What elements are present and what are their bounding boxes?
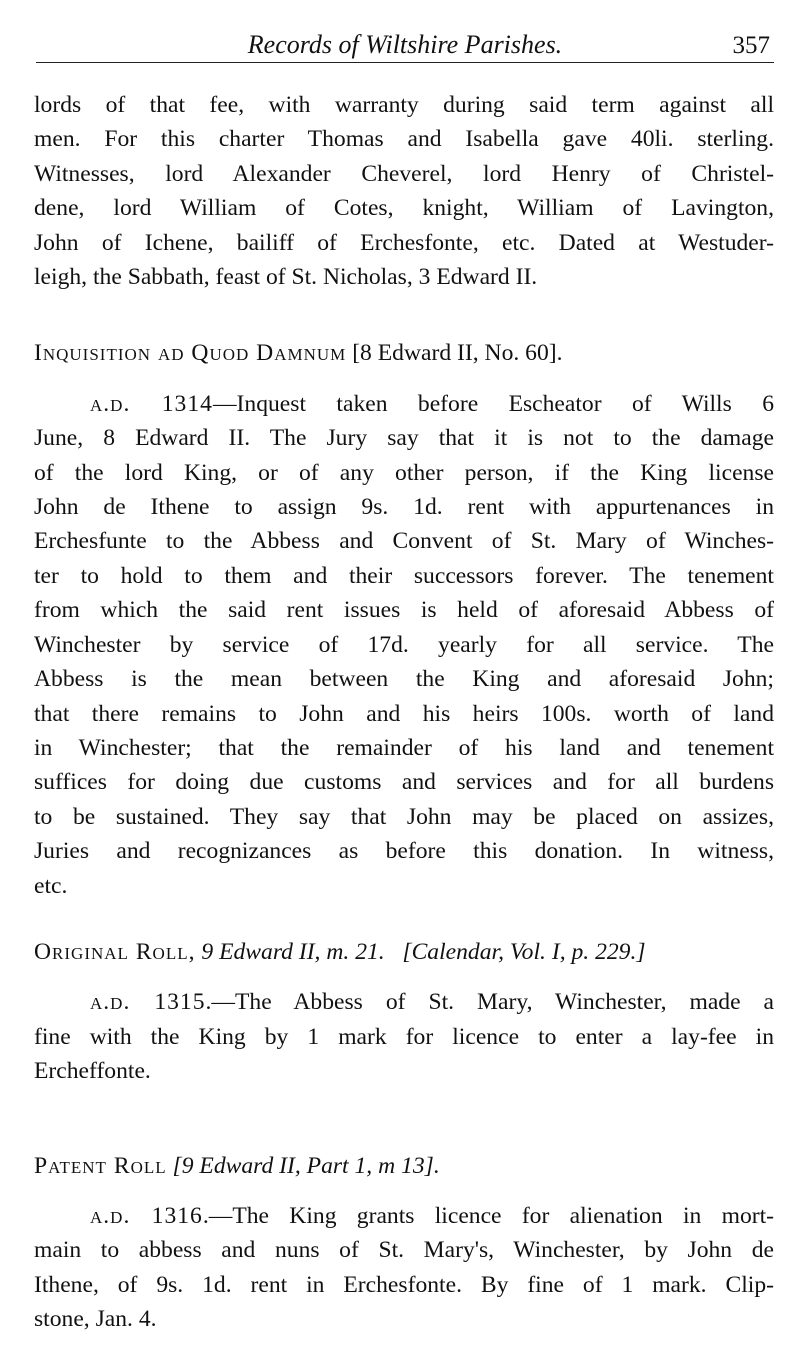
heading-caps: Original Roll,: [34, 938, 196, 965]
text-line: dene, lord William of Cotes, knight, William of Lavington,: [34, 195, 774, 222]
text-line: from which the said rent issues is held of aforesaid Abbess of: [34, 597, 774, 624]
original-roll-paragraph: [34, 985, 774, 1088]
text-line: Witnesses, lord Alexander Cheverel, lord Henry of Christel-: [34, 160, 774, 187]
text-line: of the lord King, or of any other person, if the King license: [34, 459, 774, 486]
text-line: to be sustained. They say that John may be placed on assizes,: [34, 803, 774, 830]
continuation-paragraph: [34, 88, 774, 294]
page-number: 357: [732, 32, 770, 59]
heading-reference: 9 Edward II, m. 21.: [201, 938, 385, 965]
text-line: etc.: [34, 872, 68, 899]
text-line: a.d. 1316.—The King grants licence for alienation in mort-: [90, 1202, 775, 1229]
section-heading-patent-roll: [34, 1149, 774, 1183]
running-head: [36, 28, 774, 63]
date-label: a.d. 1314: [90, 390, 213, 417]
text-line: June, 8 Edward II. The Jury say that it is not to the damage: [34, 425, 774, 452]
text-line: lords of that fee, with warranty during said term against all: [34, 92, 774, 118]
text-line: men. For this charter Thomas and Isabella gave 40li. sterling.: [34, 126, 774, 153]
text-line: John of Ichene, bailiff of Erchesfonte, etc. Dated at Westuder-: [34, 229, 774, 256]
running-title: Records of Wiltshire Parishes.: [247, 30, 563, 59]
text-line: Abbess is the mean between the King and aforesaid John;: [34, 666, 774, 693]
heading-caps: Patent Roll: [34, 1152, 167, 1179]
text-line: Ercheffonte.: [34, 1058, 151, 1085]
text-line: main to abbess and nuns of St. Mary's, Winchester, by John de: [34, 1237, 774, 1264]
section-heading-original-roll: [34, 935, 774, 969]
heading-reference: [8 Edward II, No. 60].: [352, 340, 563, 367]
heading-caps: Inquisition ad Quod Damnum: [34, 340, 347, 367]
calendar-reference: [Calendar, Vol. I, p. 229.]: [402, 938, 646, 965]
section-heading-inquisition: [34, 336, 774, 370]
text-line: leigh, the Sabbath, feast of St. Nicholas, 3 Edward II.: [34, 264, 538, 291]
patent-roll-paragraph: [34, 1199, 774, 1337]
text-line: stone, Jan. 4.: [34, 1306, 157, 1333]
text-line: fine with the King by 1 mark for licence to enter a lay-fee in: [34, 1023, 774, 1050]
text-line: a.d. 1314—Inquest taken before Escheator of Wills 6: [90, 390, 775, 417]
text-line: John de Ithene to assign 9s. 1d. rent with appurtenances in: [34, 494, 774, 521]
inquisition-paragraph: [34, 387, 774, 903]
text-line: Erchesfunte to the Abbess and Convent of St. Mary of Winches-: [34, 528, 774, 555]
text-line: Winchester by service of 17d. yearly for all service. The: [34, 631, 774, 658]
text-line: a.d. 1315.—The Abbess of St. Mary, Winchester, made a: [90, 989, 775, 1016]
date-label: a.d. 1316: [90, 1202, 203, 1229]
text-line: ter to hold to them and their successors forever. The tenement: [34, 562, 774, 589]
page-body: [34, 88, 774, 1337]
text-line: in Winchester; that the remainder of his land and tenement: [34, 734, 774, 761]
heading-reference: [9 Edward II, Part 1, m 13].: [172, 1152, 440, 1179]
text-line: that there remains to John and his heirs 100s. worth of land: [34, 700, 774, 727]
text-line: Ithene, of 9s. 1d. rent in Erchesfonte. By fine of 1 mark. Clip-: [34, 1271, 774, 1298]
text-line: Juries and recognizances as before this donation. In witness,: [34, 838, 774, 865]
date-label: a.d. 1315: [90, 989, 206, 1016]
text-line: suffices for doing due customs and services and for all burdens: [34, 769, 774, 796]
